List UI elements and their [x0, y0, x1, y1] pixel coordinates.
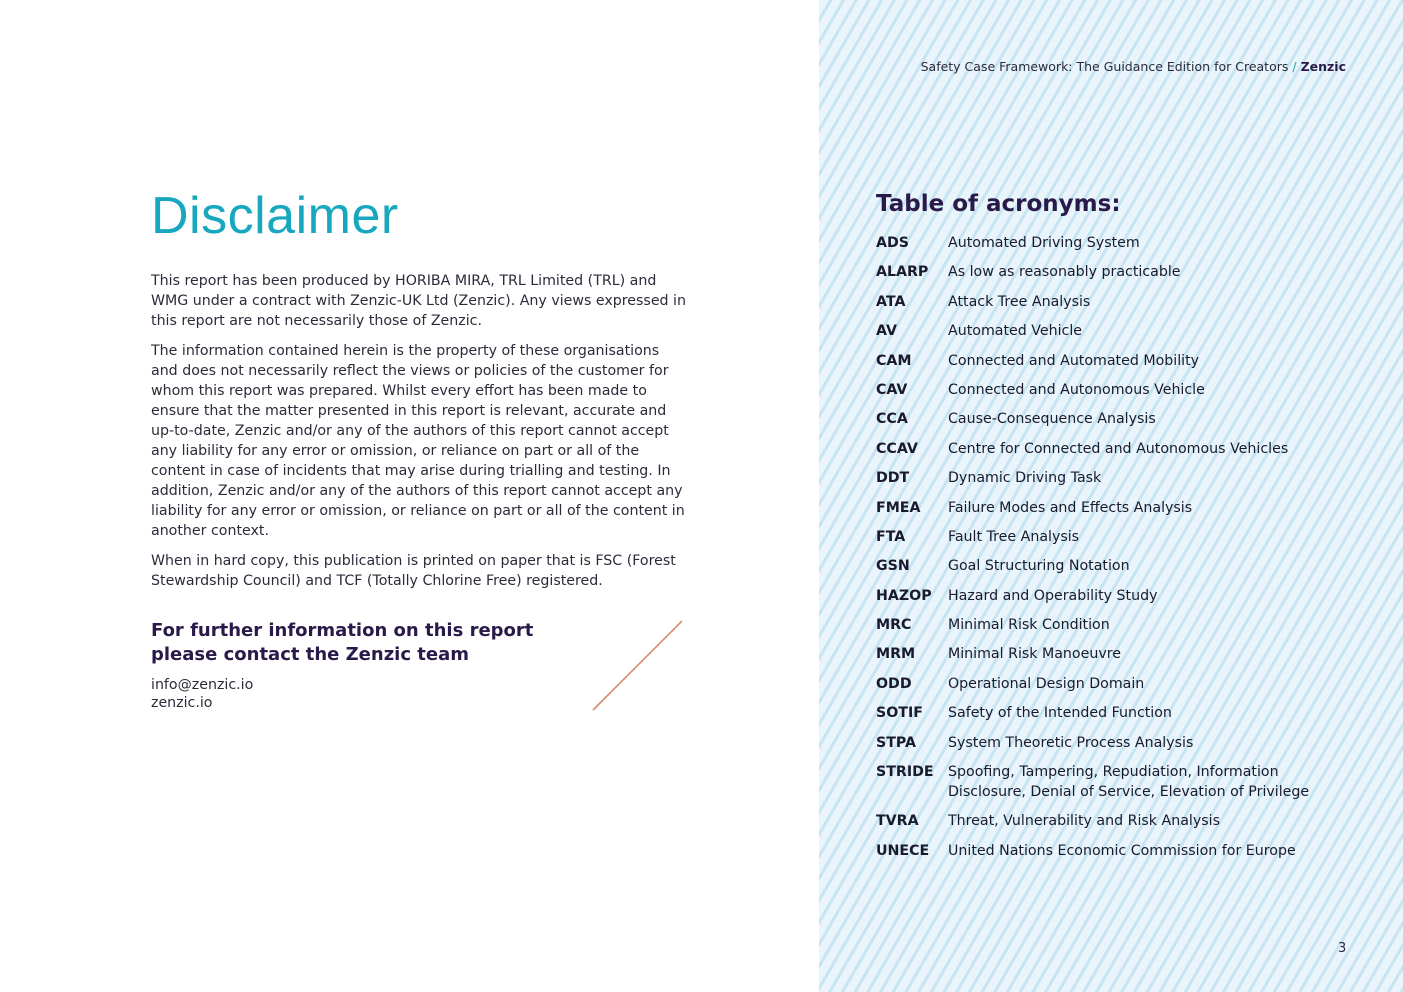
acronym-row	[876, 841, 1346, 870]
acronyms-table	[876, 233, 1346, 870]
acronym-abbr: AV	[876, 323, 897, 340]
acronym-row	[876, 380, 1346, 409]
acronym-abbr: FMEA	[876, 499, 921, 516]
header-brand: Zenzic	[1300, 59, 1346, 74]
acronym-meaning: Threat, Vulnerability and Risk Analysis	[948, 813, 1220, 830]
acronym-meaning: Automated Vehicle	[948, 323, 1082, 340]
acronym-row	[876, 811, 1346, 840]
running-header	[921, 59, 1346, 74]
acronym-row	[876, 409, 1346, 438]
acronym-meaning: Cause-Consequence Analysis	[948, 411, 1156, 428]
acronym-abbr: GSN	[876, 558, 910, 575]
acronym-abbr: CAM	[876, 352, 912, 369]
header-separator: /	[1292, 59, 1297, 74]
acronym-meaning: Safety of the Intended Function	[948, 705, 1172, 722]
acronym-row	[876, 468, 1346, 497]
acronym-meaning: Goal Structuring Notation	[948, 558, 1130, 575]
acronym-meaning: Automated Driving System	[948, 235, 1140, 251]
contact-email[interactable]: info@zenzic.io	[151, 677, 254, 693]
acronym-abbr: HAZOP	[876, 587, 932, 604]
acronym-abbr: ALARP	[876, 264, 929, 281]
acronym-abbr: CAV	[876, 381, 908, 398]
acronym-meaning: Connected and Autonomous Vehicle	[948, 381, 1205, 398]
acronym-meaning: Attack Tree Analysis	[948, 293, 1091, 310]
acronym-abbr: TVRA	[876, 813, 919, 830]
acronym-abbr: UNECE	[876, 842, 930, 859]
acronym-row	[876, 292, 1346, 321]
acronym-row	[876, 351, 1346, 380]
acronym-row	[876, 674, 1346, 703]
acronym-meaning: Minimal Risk Condition	[948, 617, 1110, 634]
acronym-abbr: STRIDE	[876, 764, 934, 781]
acronym-row	[876, 586, 1346, 615]
acronym-meaning: System Theoretic Process Analysis	[948, 734, 1194, 751]
disclaimer-paragraph: When in hard copy, this publication is printed on paper that is FSC (Forest Stewardship Council) and TCF (Totally Chlorine Free) registered.	[151, 553, 676, 589]
acronym-meaning: Dynamic Driving Task	[948, 470, 1102, 487]
acronym-row	[876, 527, 1346, 556]
acronym-meaning: Minimal Risk Manoeuvre	[948, 646, 1121, 663]
acronym-abbr: CCA	[876, 411, 908, 428]
acronym-row	[876, 233, 1346, 262]
contact-website[interactable]: zenzic.io	[151, 695, 213, 711]
acronym-meaning: Operational Design Domain	[948, 675, 1145, 692]
acronyms-table-body	[876, 233, 1346, 870]
acronym-row	[876, 498, 1346, 527]
acronym-abbr: ATA	[876, 293, 906, 310]
acronym-row	[876, 262, 1346, 291]
acronym-row	[876, 762, 1346, 811]
acronym-abbr: STPA	[876, 734, 916, 751]
acronym-abbr: CCAV	[876, 440, 918, 457]
acronym-row	[876, 615, 1346, 644]
header-title: Safety Case Framework: The Guidance Edition for Creators	[920, 59, 1289, 74]
acronym-meaning: Fault Tree Analysis	[948, 528, 1080, 545]
acronym-row	[876, 733, 1346, 762]
disclaimer-paragraph: This report has been produced by HORIBA MIRA, TRL Limited (TRL) and WMG under a contract with Zenzic-UK Ltd (Zenzic). Any views expressed in this report are not necessarily those of Zenzic.	[151, 273, 686, 329]
acronyms-title: Table of acronyms:	[876, 191, 1121, 217]
contact-heading-line: For further information on this report	[151, 620, 534, 641]
acronym-meaning: Connected and Automated Mobility	[948, 352, 1200, 369]
acronym-meaning: Centre for Connected and Autonomous Vehicles	[948, 440, 1289, 457]
acronym-abbr: SOTIF	[876, 705, 923, 722]
acronym-row	[876, 321, 1346, 350]
acronym-row	[876, 556, 1346, 585]
acronym-abbr: DDT	[876, 470, 910, 487]
decorative-diagonal-line	[590, 618, 686, 714]
acronym-abbr: ADS	[876, 235, 909, 251]
contact-heading-line: please contact the Zenzic team	[151, 644, 470, 665]
acronym-abbr: MRM	[876, 646, 916, 663]
page-number: 3	[1338, 941, 1347, 956]
acronym-abbr: FTA	[876, 528, 906, 545]
disclaimer-body	[151, 271, 686, 601]
acronym-row	[876, 439, 1346, 468]
acronym-meaning: Hazard and Operability Study	[948, 587, 1158, 604]
acronym-row	[876, 644, 1346, 673]
acronym-meaning: Spoofing, Tampering, Repudiation, Information Disclosure, Denial of Service, Elevation of Privilege	[948, 764, 1310, 801]
contact-details	[151, 676, 253, 712]
page-title: Disclaimer	[151, 187, 399, 245]
acronym-abbr: MRC	[876, 617, 912, 634]
disclaimer-paragraph: The information contained herein is the property of these organisations and does not necessarily reflect the views or policies of the customer for whom this report was prepared. Whilst every effort has been made to ensure that the matter presented in this report is relevant, accurate and up-to-date, Zenzic and/or any of the authors of this report cannot accept any liability for any error or omission, or reliance on part or all of the content in case of incidents that may arise during trialling and testing. In addition, Zenzic and/or any of the authors of this report cannot accept any liability for any error or omission, or reliance on part or all of the content in another context.	[151, 343, 685, 539]
acronym-row	[876, 703, 1346, 732]
acronym-meaning: Failure Modes and Effects Analysis	[948, 499, 1193, 516]
acronym-meaning: As low as reasonably practicable	[948, 264, 1181, 281]
acronym-abbr: ODD	[876, 675, 912, 692]
acronym-meaning: United Nations Economic Commission for Europe	[948, 842, 1296, 859]
contact-heading	[151, 619, 551, 667]
